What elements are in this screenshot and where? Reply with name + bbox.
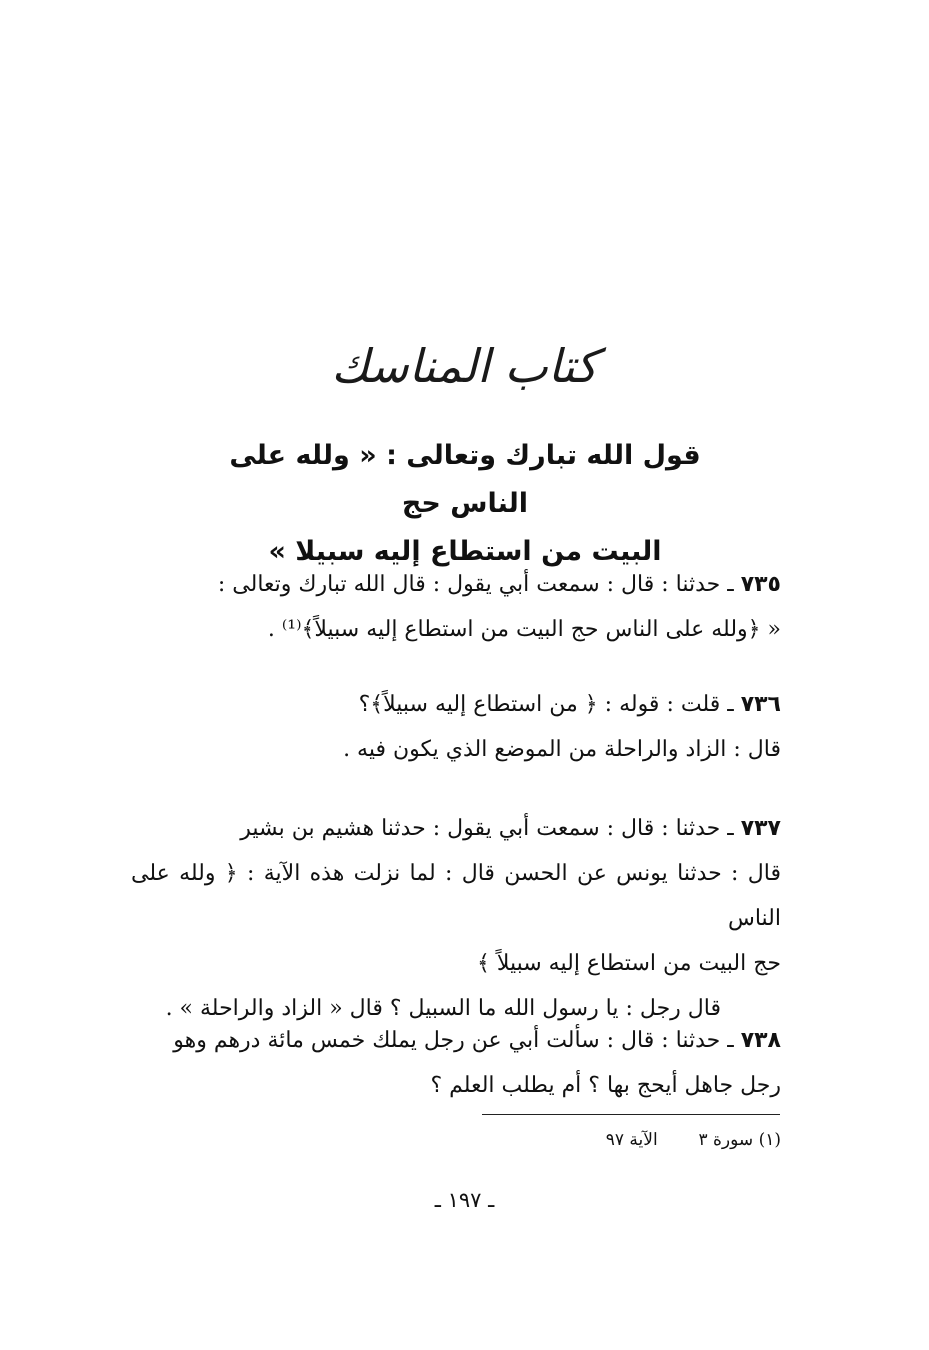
hadith-number: ٧٣٨	[740, 1028, 781, 1053]
hadith-text-line: قال : حدثنا يونس عن الحسن قال : لما نزلت هذه الآية : ﴿ ولله على الناس	[131, 861, 781, 931]
hadith-number: ٧٣٧	[740, 816, 781, 841]
footnote-marker: (١)	[758, 1130, 781, 1150]
hadith-text-line: ـ حدثنا : قال : سألت أبي عن رجل يملك خمس مائة درهم وهو	[173, 1028, 734, 1053]
hadith-text-line: ـ قلت : قوله : ﴿ من استطاع إليه سبيلاً﴾؟	[358, 692, 734, 717]
hadith-text-line: ـ حدثنا : قال : سمعت أبي يقول : حدثنا هشيم بن بشير	[240, 816, 734, 841]
hadith-text-line: قال رجل : يا رسول الله ما السبيل ؟ قال « الزاد والراحلة » .	[165, 996, 721, 1021]
hadith-text-line: رجل جاهل أيحج بها ؟ أم يطلب العلم ؟	[430, 1073, 781, 1098]
hadith-735	[131, 562, 781, 652]
hadith-number: ٧٣٦	[740, 692, 781, 717]
chapter-heading-line-1: قول الله تبارك وتعالى : « ولله على الناس حج	[229, 440, 701, 519]
hadith-text-line: ـ حدثنا : قال : سمعت أبي يقول : قال الله تبارك وتعالى :	[217, 572, 734, 597]
chapter-heading	[200, 432, 730, 576]
footnote-ayah: الآية ٩٧	[605, 1130, 658, 1150]
chapter-heading-line-2: البيت من استطاع إليه سبيلا »	[268, 536, 662, 567]
hadith-text-line: قال : الزاد والراحلة من الموضع الذي يكون فيه .	[343, 737, 781, 762]
hadith-736	[191, 682, 781, 772]
hadith-738	[131, 1018, 781, 1108]
footnote-surah: سورة ٣	[698, 1130, 754, 1150]
footnote-divider	[482, 1114, 780, 1115]
hadith-737	[131, 806, 781, 1031]
hadith-text-line: « ﴿ولله على الناس حج البيت من استطاع إليه سبيلاً﴾⁽¹⁾ .	[267, 617, 781, 642]
book-title: كتاب المناسك	[331, 339, 598, 393]
page-number: ـ ١٩٧ ـ	[434, 1188, 495, 1212]
hadith-text-line: حج البيت من استطاع إليه سبيلاً ﴾	[476, 951, 781, 976]
footnote	[606, 1126, 781, 1154]
hadith-number: ٧٣٥	[740, 572, 781, 597]
